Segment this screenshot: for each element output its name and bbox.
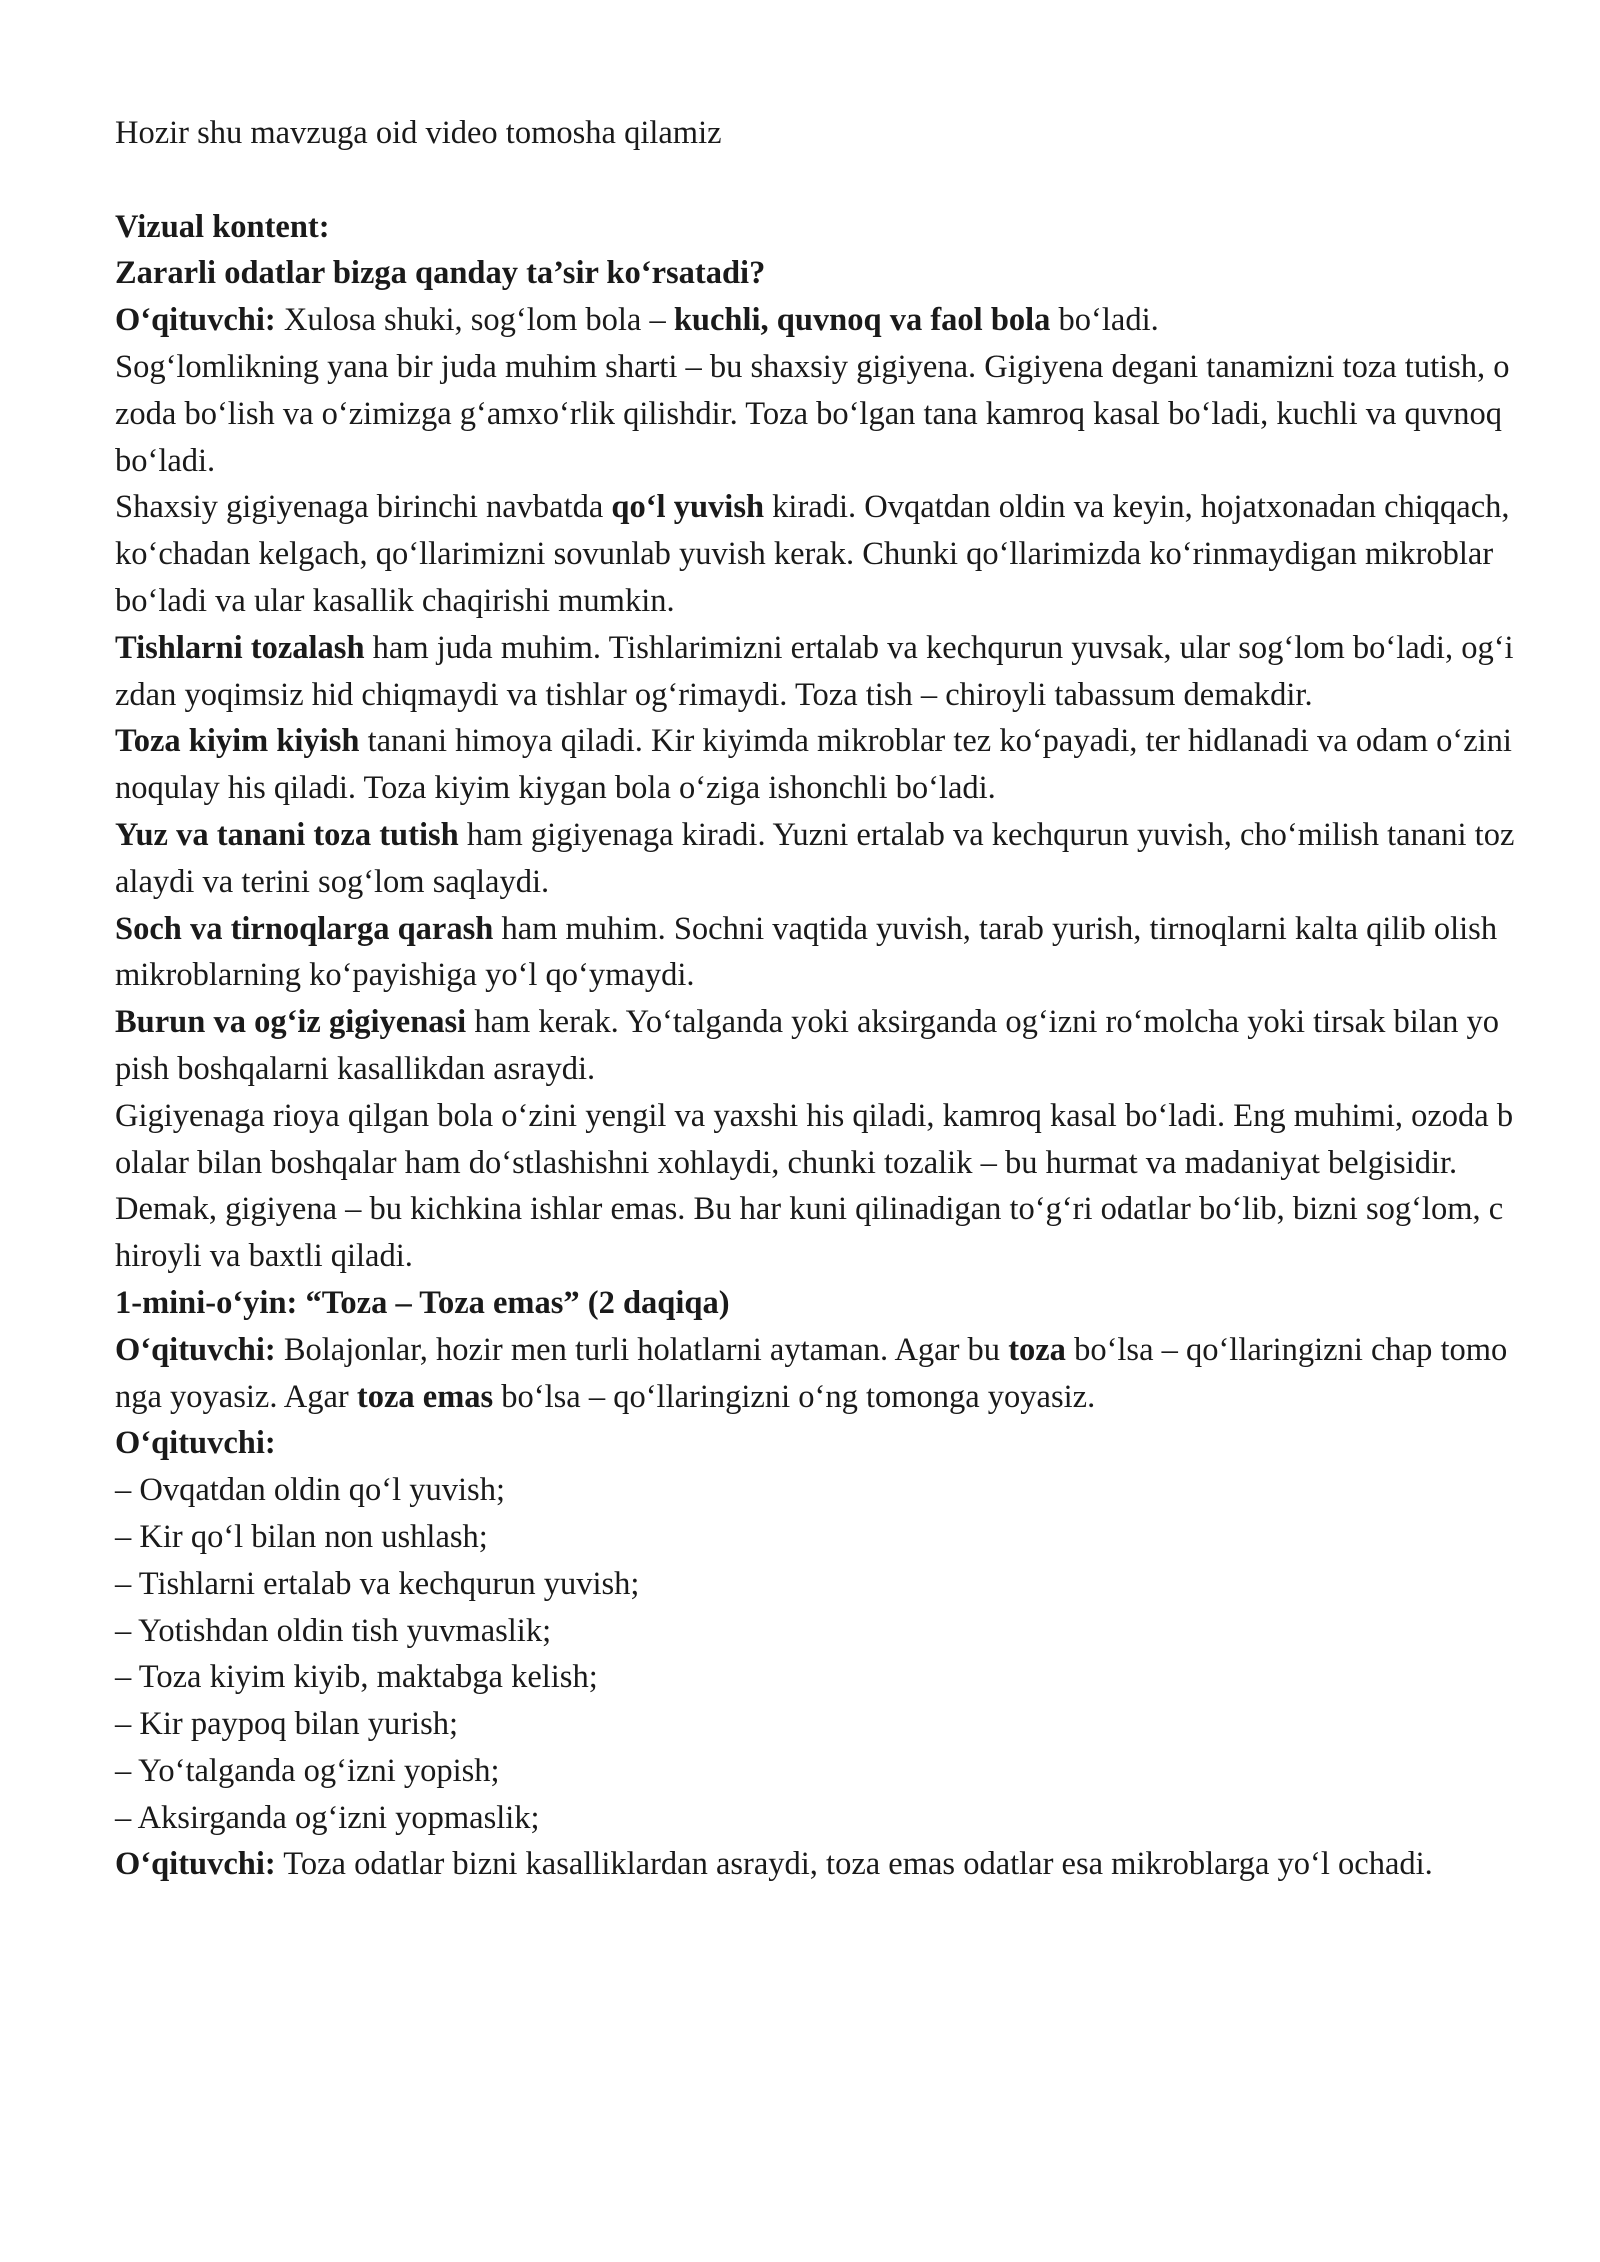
game-title (115, 1280, 1515, 1327)
hand-washing-pre: Shaxsiy gigiyenaga birinchi navbatda (115, 489, 612, 526)
teeth-bold: Tishlarni tozalash (115, 629, 365, 666)
clothes-bold: Toza kiyim kiyish (115, 723, 360, 760)
summary-paragraph: Demak, gigiyena – bu kichkina ishlar emas. Bu har kuni qilinadigan to‘g‘ri odatlar bo‘lib, bizni sog‘lom, chiroyli va baxtli qiladi. (115, 1191, 1504, 1275)
teacher-label: O‘qituvchi: (115, 1425, 276, 1462)
blank-line (115, 157, 1515, 204)
game-instructions-bold2: toza emas (356, 1378, 494, 1415)
visual-content-heading (115, 204, 1515, 251)
game-title-text: 1-mini-o‘yin: “Toza – Toza emas” (2 daqiqa) (115, 1284, 730, 1321)
list-item: – Aksirganda og‘izni yopmaslik; (115, 1799, 540, 1836)
document-page (115, 110, 1515, 1888)
hair-nails-paragraph (115, 906, 1515, 1000)
hand-washing-paragraph (115, 484, 1515, 624)
closing-paragraph (115, 1841, 1515, 1888)
clothes-post: tanani himoya qiladi. Kir kiyimda mikroblar tez ko‘payadi, ter hidlanadi va odam o‘zini noqulay his qiladi. Toza kiyim kiygan bola o‘ziga ishonchli bo‘ladi. (115, 723, 1512, 807)
intro-text: Hozir shu mavzuga oid video tomosha qilamiz (115, 115, 722, 151)
hair-nails-bold: Soch va tirnoqlarga qarash (115, 910, 494, 947)
teacher-label: O‘qituvchi: (115, 1846, 276, 1883)
game-instructions-paragraph (115, 1327, 1515, 1421)
game-instructions-part2: bo‘lsa – qo‘llaringizni chap tomonga yoyasiz. Agar (115, 1331, 1508, 1415)
nose-mouth-post: ham kerak. Yo‘talganda yoki aksirganda og‘izni ro‘molcha yoki tirsak bilan yopish boshqalarni kasallikdan asraydi. (115, 1004, 1500, 1087)
list-item: – Yotishdan oldin tish yuvmaslik; (115, 1612, 552, 1649)
game-items-list (115, 1467, 1515, 1841)
nose-mouth-paragraph (115, 999, 1515, 1093)
conclusion-post: bo‘ladi. (1050, 302, 1159, 339)
teeth-paragraph (115, 625, 1515, 719)
list-item: – Ovqatdan oldin qo‘l yuvish; (115, 1472, 505, 1509)
conclusion-pre: Xulosa shuki, sog‘lom bola – (275, 302, 674, 339)
hair-nails-post: ham muhim. Sochni vaqtida yuvish, tarab yurish, tirnoqlarni kalta qilib olish mikroblarning ko‘payishiga yo‘l qo‘ymaydi. (115, 910, 1498, 994)
list-item: – Tishlarni ertalab va kechqurun yuvish; (115, 1565, 640, 1602)
hand-washing-bold: qo‘l yuvish (611, 489, 765, 526)
face-body-bold: Yuz va tanani toza tutish (115, 816, 459, 853)
conclusion-paragraph (115, 297, 1515, 344)
visual-content-heading-text: Vizual kontent: (115, 208, 330, 245)
teacher-label: O‘qituvchi: (115, 302, 276, 339)
teeth-post: ham juda muhim. Tishlarimizni ertalab va kechqurun yuvsak, ular sog‘lom bo‘ladi, og‘izdan yoqimsiz hid chiqmaydi va tishlar og‘rimaydi. Toza tish – chiroyli tabassum demakdir. (115, 629, 1514, 713)
list-item: – Kir qo‘l bilan non ushlash; (115, 1518, 488, 1555)
game-instructions-part1: Bolajonlar, hozir men turli holatlarni aytaman. Agar bu (275, 1331, 1009, 1368)
list-item: – Kir paypoq bilan yurish; (115, 1706, 459, 1743)
respect-paragraph: Gigiyenaga rioya qilgan bola o‘zini yengil va yaxshi his qiladi, kamroq kasal bo‘ladi. Eng muhimi, ozoda bolalar bilan boshqalar ham do‘stlashishni xohlaydi, chunki tozalik – bu hurmat va madaniyat belgisidir. (115, 1097, 1514, 1181)
closing-text: Toza odatlar bizni kasalliklardan asraydi, toza emas odatlar esa mikroblarga yo‘l ochadi. (275, 1846, 1433, 1883)
hygiene-intro-paragraph: Sog‘lomlikning yana bir juda muhim sharti – bu shaxsiy gigiyena. Gigiyena degani tanamizni toza tutish, ozoda bo‘lish va o‘zimizga g‘amxo‘rlik qilishdir. Toza bo‘lgan tana kamroq kasal bo‘ladi, kuchli va quvnoq bo‘ladi. (115, 348, 1510, 479)
clothes-paragraph (115, 718, 1515, 812)
game-instructions-bold1: toza (1008, 1331, 1066, 1368)
face-body-paragraph (115, 812, 1515, 906)
hand-washing-post: kiradi. Ovqatdan oldin va keyin, hojatxonadan chiqqach, ko‘chadan kelgach, qo‘llarimizni sovunlab yuvish kerak. Chunki qo‘llarimizda ko‘rinmaydigan mikroblar bo‘ladi va ular kasallik chaqirishi mumkin. (115, 489, 1510, 619)
list-item: – Yo‘talganda og‘izni yopish; (115, 1752, 500, 1789)
teacher-label: O‘qituvchi: (115, 1331, 276, 1368)
topic-question (115, 250, 1515, 297)
topic-question-text: Zararli odatlar bizga qanday ta’sir ko‘rsatadi? (115, 255, 766, 292)
list-item: – Toza kiyim kiyib, maktabga kelish; (115, 1659, 598, 1696)
conclusion-bold: kuchli, quvnoq va faol bola (673, 302, 1051, 339)
nose-mouth-bold: Burun va og‘iz gigiyenasi (115, 1004, 467, 1041)
face-body-post: ham gigiyenaga kiradi. Yuzni ertalab va kechqurun yuvish, cho‘milish tanani tozalaydi va terini sog‘lom saqlaydi. (115, 816, 1515, 900)
teacher-label-line (115, 1420, 1515, 1467)
game-instructions-part3: bo‘lsa – qo‘llaringizni o‘ng tomonga yoyasiz. (493, 1378, 1096, 1415)
